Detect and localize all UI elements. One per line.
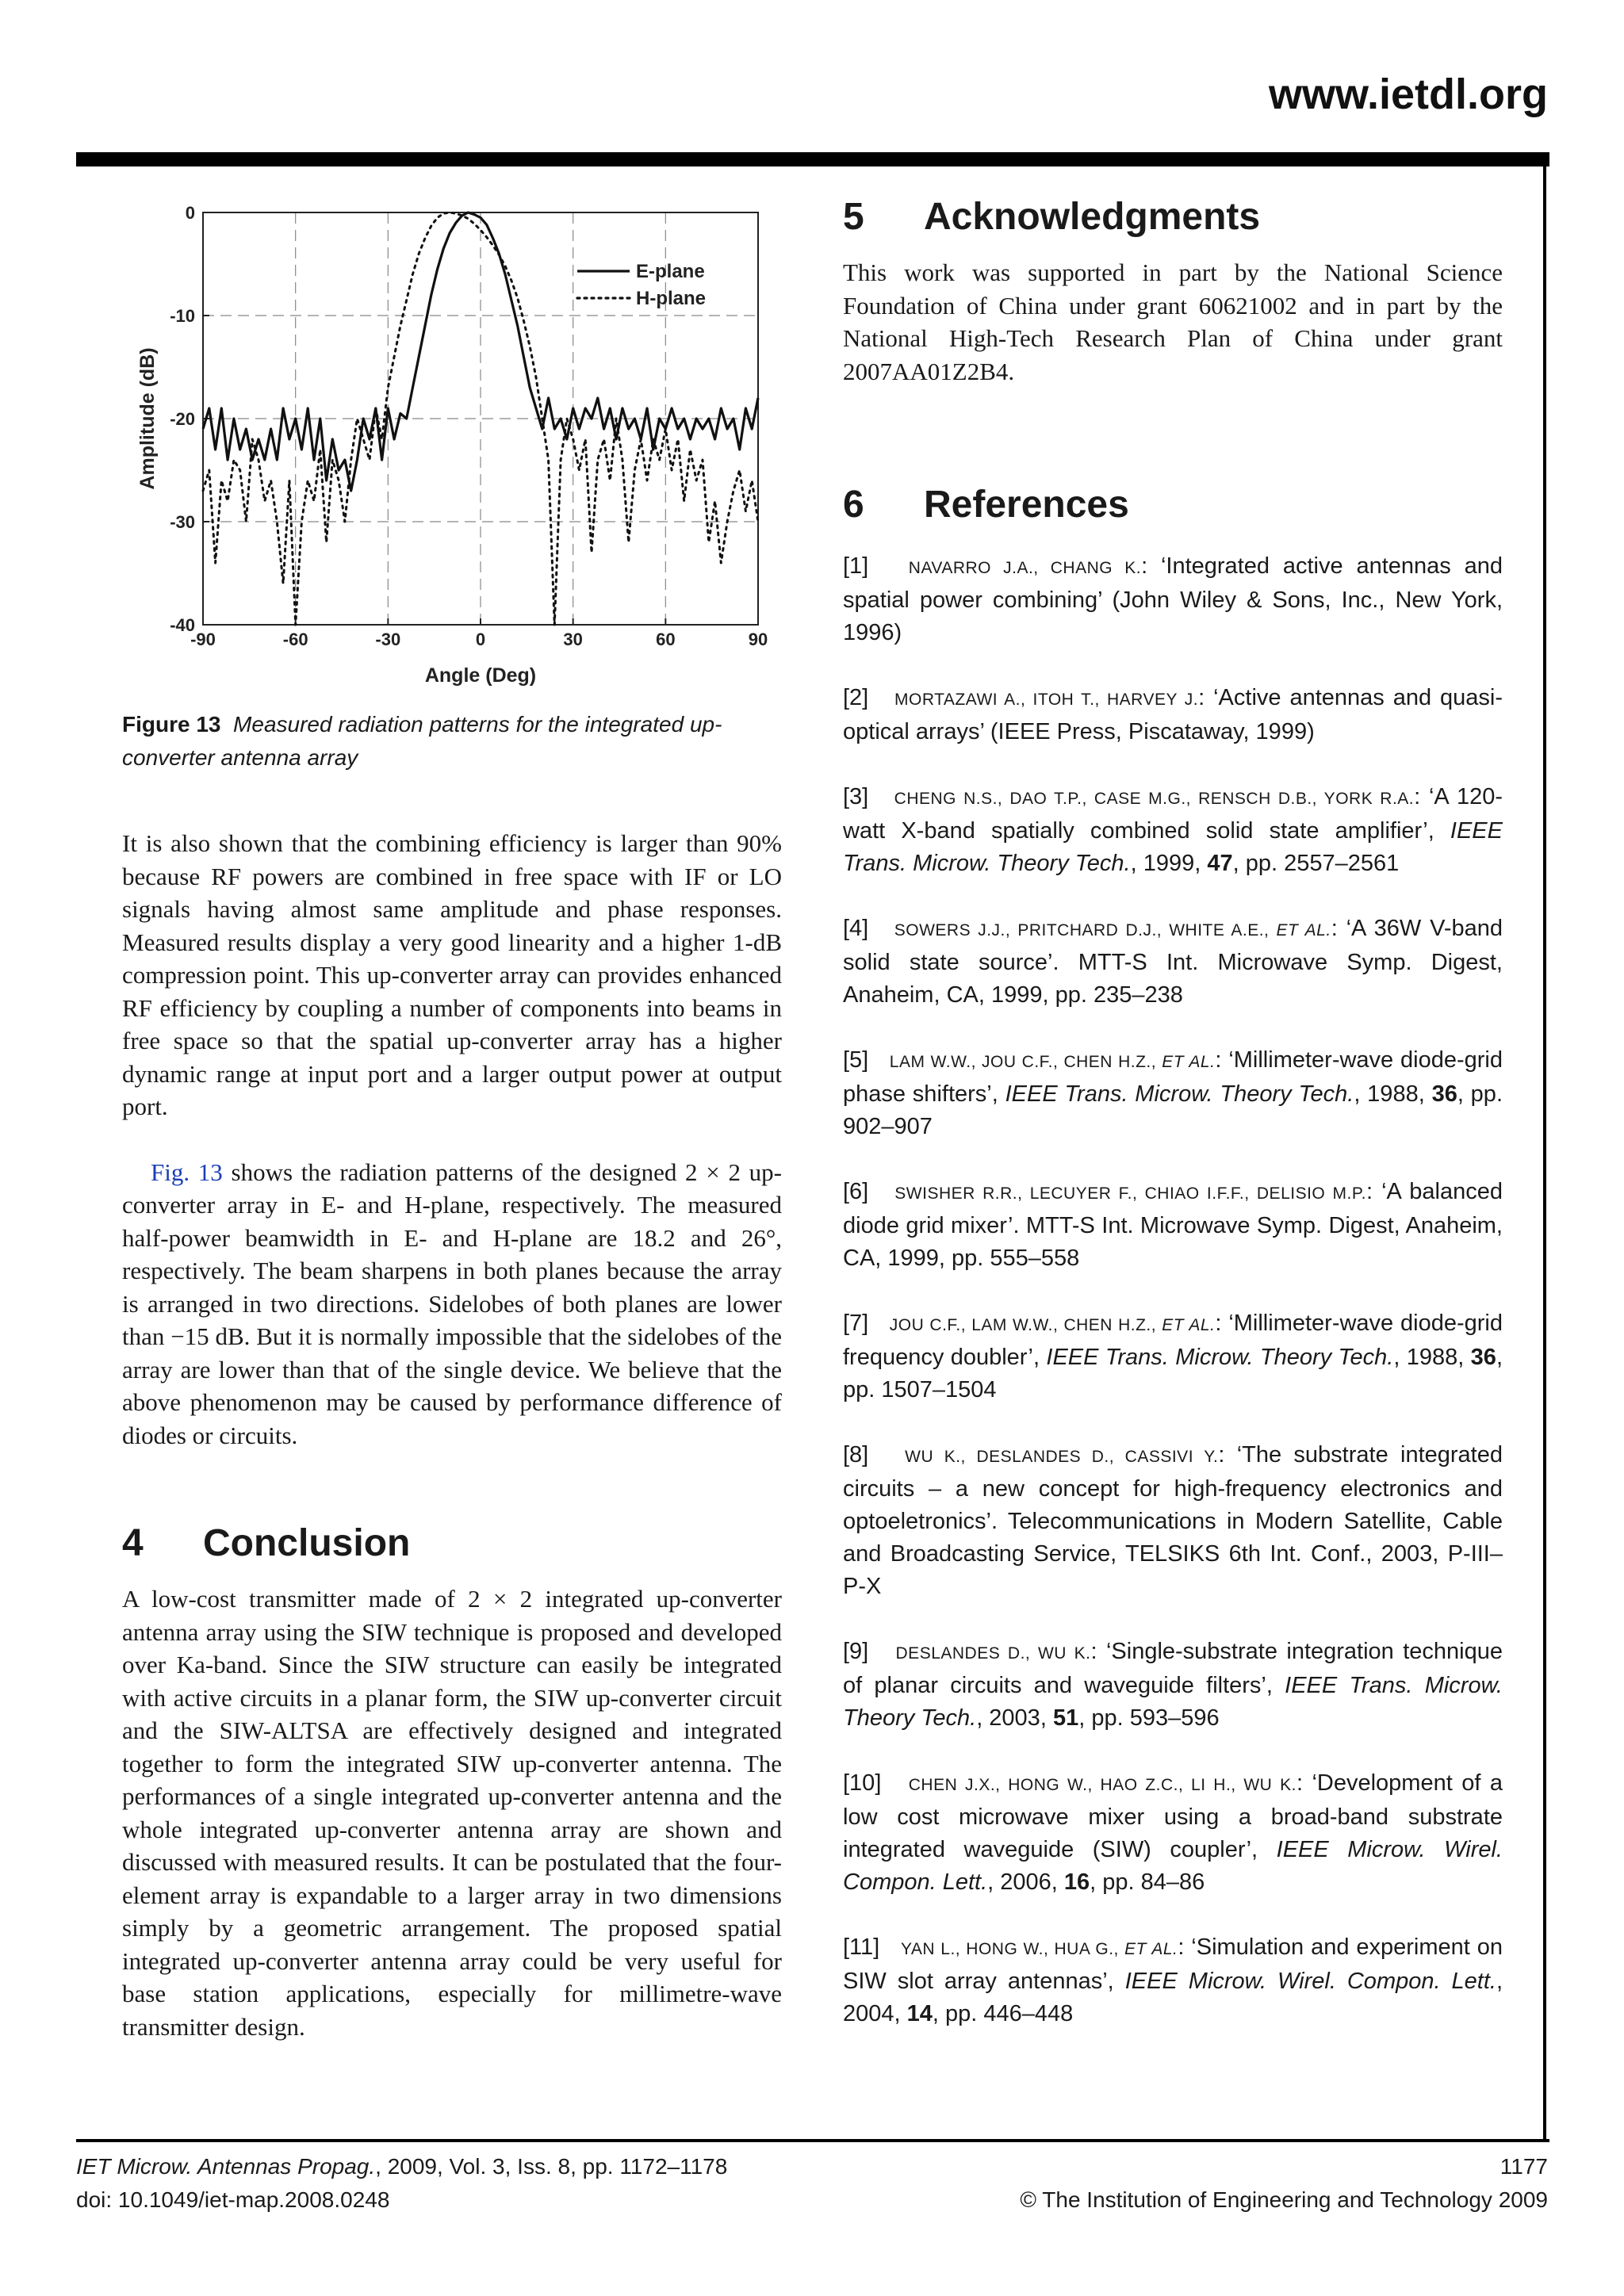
reference-journal: IEEE Microw. Wirel. Compon. Lett. [843,1837,1503,1895]
reference-number: [3] [843,784,869,809]
reference-title: : ‘A balanced diode grid mixer’. MTT-S Int. Microwave Symp. Digest, Anaheim, CA, 1999, pp. 555–558 [843,1179,1503,1271]
reference-number: [11] [843,1934,880,1960]
chart-legend [577,261,706,309]
reference-item [843,1044,1503,1143]
x-tick-label: -90 [190,629,216,649]
reference-volume: 36 [1470,1345,1496,1370]
section-number: 5 [843,196,864,238]
reference-volume: 47 [1207,851,1233,876]
reference-authors: WU K., DESLANDES D., CASSIVI Y. [905,1448,1219,1466]
reference-title: : ‘Integrated active antennas and spatial power combining’ (John Wiley & Sons, Inc., New York, 1996) [843,553,1503,645]
reference-item [843,1636,1503,1735]
reference-journal: IEEE Microw. Wirel. Compon. Lett. [1124,1969,1496,1994]
reference-pages: , pp. 84–86 [1090,1869,1205,1895]
acknowledgments-paragraph: This work was supported in part by the National Science Foundation of China under grant 60621002 and in part by the National High-Tech Research Plan of China under grant 2007AA01Z2B4. [843,258,1503,385]
reference-pages: , pp. 902–907 [843,1081,1503,1139]
reference-number: [2] [843,685,869,710]
conclusion-heading [122,1521,782,1565]
reference-title: : ‘Development of a low cost microwave mixer using a broad-band substrate integrated waveguide (SIW) coupler’, [843,1770,1503,1862]
body-paragraph-1: It is also shown that the combining efficiency is larger than 90% because RF powers are combined in free space with IF or LO signals having almost same amplitude and phase responses. Measured results display a very good linearity and a higher 1-dB compression point. This up-converter array can provides enhanced RF efficiency by coupling a number of components into beams in free space so that the spatial up-converter array has a higher dynamic range at input port and a larger output power at output port. [122,829,782,1120]
reference-authors: CHEN J.X., HONG W., HAO Z.C., LI H., WU K. [908,1776,1297,1794]
reference-authors: NAVARRO J.A., CHANG K. [908,559,1142,577]
reference-number: [4] [843,916,869,941]
figure-13-link[interactable]: Fig. 13 [151,1158,223,1186]
reference-year: , 2003, [976,1705,1053,1731]
bottom-rule [76,2139,1549,2142]
reference-year: , 1999, [1130,851,1208,876]
reference-number: [1] [843,553,869,579]
x-axis-label: Angle (Deg) [424,664,537,687]
reference-number: [9] [843,1639,869,1664]
footer-journal: IET Microw. Antennas Propag. [76,2154,376,2179]
legend-label: E-plane [636,261,705,282]
legend-label: H-plane [636,288,707,309]
reference-pages: , pp. 593–596 [1078,1705,1220,1731]
reference-item [843,1176,1503,1275]
top-rule [76,152,1549,166]
reference-title: : ‘Active antennas and quasi-optical arrays’ (IEEE Press, Piscataway, 1999) [843,685,1503,744]
x-tick-label: 60 [656,629,676,649]
reference-title: : ‘A 120-watt X-band spatially combined solid state amplifier’, [843,784,1503,844]
footer-citation [76,2150,727,2217]
reference-title: : ‘The substrate integrated circuits – a new concept for high-frequency electronics and optoeletronics’. Telecommunications in Modern Satellite, Cable and Broadcasting Service, TELSIKS 6th Int. Conf., 2003, P-III–P-X [843,1442,1503,1599]
figure-13-chart [122,189,782,696]
y-axis-label: Amplitude (dB) [136,347,159,490]
reference-volume: 14 [906,2001,933,2026]
footer-doi[interactable]: doi: 10.1049/iet-map.2008.0248 [76,2187,390,2212]
site-url[interactable]: www.ietdl.org [1268,71,1548,118]
reference-authors: SOWERS J.J., PRITCHARD D.J., WHITE A.E., [894,921,1277,939]
y-tick-label: -40 [170,615,195,635]
reference-authors: CHENG N.S., DAO T.P., CASE M.G., RENSCH D.B., YORK R.A. [894,790,1415,808]
reference-volume: 51 [1052,1705,1079,1731]
reference-list [843,550,1503,2030]
reference-number: [10] [843,1770,882,1796]
reference-pages: , pp. 2557–2561 [1232,851,1400,876]
reference-et-al: ET AL. [1124,1940,1178,1958]
reference-pages: , pp. 446–448 [932,2001,1074,2026]
footer-citation-text: , 2009, Vol. 3, Iss. 8, pp. 1172–1178 [375,2154,728,2179]
reference-item [843,1439,1503,1603]
x-tick-label: 0 [475,629,486,649]
x-tick-label: -60 [282,629,308,649]
reference-year: , 2006, [987,1869,1064,1895]
y-tick-label: -20 [170,409,195,429]
section-number: 6 [843,484,864,526]
acknowledgments-heading [843,195,1503,239]
figure-caption-text: Measured radiation patterns for the integrated up-converter antenna array [122,712,722,770]
copyright: © The Institution of Engineering and Technology 2009 [1020,2187,1548,2212]
reference-et-al: ET AL. [1162,1053,1216,1071]
reference-item [843,682,1503,748]
reference-item [843,1307,1503,1406]
reference-journal: IEEE Trans. Microw. Theory Tech. [843,1673,1503,1731]
reference-pages: , pp. 1507–1504 [843,1345,1503,1402]
reference-authors: DESLANDES D., WU K. [895,1644,1091,1663]
reference-title: : ‘Simulation and experiment on SIW slot array antennas’, [843,1934,1503,1994]
x-tick-label: 90 [748,629,768,649]
reference-item [843,1767,1503,1899]
reference-title: : ‘Millimeter-wave diode-grid phase shifters’, [843,1047,1503,1107]
body-paragraph-2 [122,1156,782,1452]
reference-authors: SWISHER R.R., LECUYER F., CHIAO I.F.F., DELISIO M.P. [894,1184,1367,1203]
reference-item [843,550,1503,649]
section-title: Conclusion [203,1522,411,1564]
reference-title: : ‘Millimeter-wave diode-grid frequency doubler’, [843,1311,1503,1370]
right-rule [1543,152,1546,2142]
reference-journal: IEEE Trans. Microw. Theory Tech. [843,818,1503,876]
section-title: Acknowledgments [924,196,1261,238]
x-tick-label: 30 [563,629,583,649]
y-tick-label: -10 [170,306,195,326]
page-number: 1177 [1500,2154,1548,2179]
reference-journal: IEEE Trans. Microw. Theory Tech. [1046,1345,1394,1370]
reference-number: [7] [843,1311,869,1336]
references-heading [843,483,1503,526]
reference-item [843,781,1503,880]
reference-authors: JOU C.F., LAM W.W., CHEN H.Z., [889,1316,1162,1334]
reference-journal: IEEE Trans. Microw. Theory Tech. [1005,1081,1354,1107]
section-number: 4 [122,1522,144,1564]
reference-et-al: ET AL. [1162,1316,1216,1334]
reference-number: [8] [843,1442,869,1468]
reference-volume: 36 [1431,1081,1457,1107]
reference-title: : ‘A 36W V-band solid state source’. MTT-S Int. Microwave Symp. Digest, Anaheim, CA, 1999, pp. 235–238 [843,916,1503,1008]
reference-authors: MORTAZAWI A., ITOH T., HARVEY J. [894,691,1199,709]
reference-item [843,1931,1503,2030]
left-column [122,827,782,2043]
reference-number: [5] [843,1047,869,1073]
reference-year: , 1988, [1393,1345,1471,1370]
reference-title: : ‘Single-substrate integration technique of planar circuits and waveguide filters’, [843,1639,1503,1698]
reference-year: , 2004, [843,1969,1503,2026]
reference-et-al: ET AL. [1276,921,1331,939]
body-paragraph-2-text: shows the radiation patterns of the designed 2 × 2 up-converter array in E- and H-plane, respectively. The measured half-power beamwidth in E- and H-plane are 18.2 and 26°, respectively. The beam sharpens in both planes because the array is arranged in two directions. Sidelobes of both planes are lower than −15 dB. But it is normally impossible that the sidelobes of the array are lower than that of the single device. We believe that the above phenomenon may be caused by performance difference of diodes or circuits. [122,1158,782,1449]
reference-year: , 1988, [1354,1081,1432,1107]
figure-label: Figure 13 [122,712,221,737]
conclusion-paragraph: A low-cost transmitter made of 2 × 2 integrated up-converter antenna array using the SIW technique is proposed and developed over Ka-band. Since the SIW structure can easily be integrated with active circuits in a planar form, the SIW up-converter circuit and the SIW-ALTSA are effectively designed and integrated together to form the integrated SIW up-converter antenna. The performances of a single integrated up-converter antenna and the whole integrated up-converter antenna array are shown and discussed with measured results. It can be postulated that the four-element array is expandable to a larger array in two dimensions simply by a geometric arrangement. The proposed spatial integrated up-converter antenna array could be very useful for base station applications, especially for millimetre-wave transmitter design. [122,1585,782,2041]
reference-authors: LAM W.W., JOU C.F., CHEN H.Z., [889,1053,1162,1071]
reference-volume: 16 [1063,1869,1090,1895]
section-title: References [924,484,1129,526]
figure-caption [122,708,782,775]
reference-item [843,913,1503,1012]
reference-authors: YAN L., HONG W., HUA G., [900,1940,1125,1958]
reference-number: [6] [843,1179,869,1204]
x-tick-label: -30 [375,629,401,649]
footer-meta [1020,2150,1548,2217]
y-tick-label: 0 [185,203,195,223]
right-column [843,195,1503,2063]
y-tick-label: -30 [170,512,195,532]
